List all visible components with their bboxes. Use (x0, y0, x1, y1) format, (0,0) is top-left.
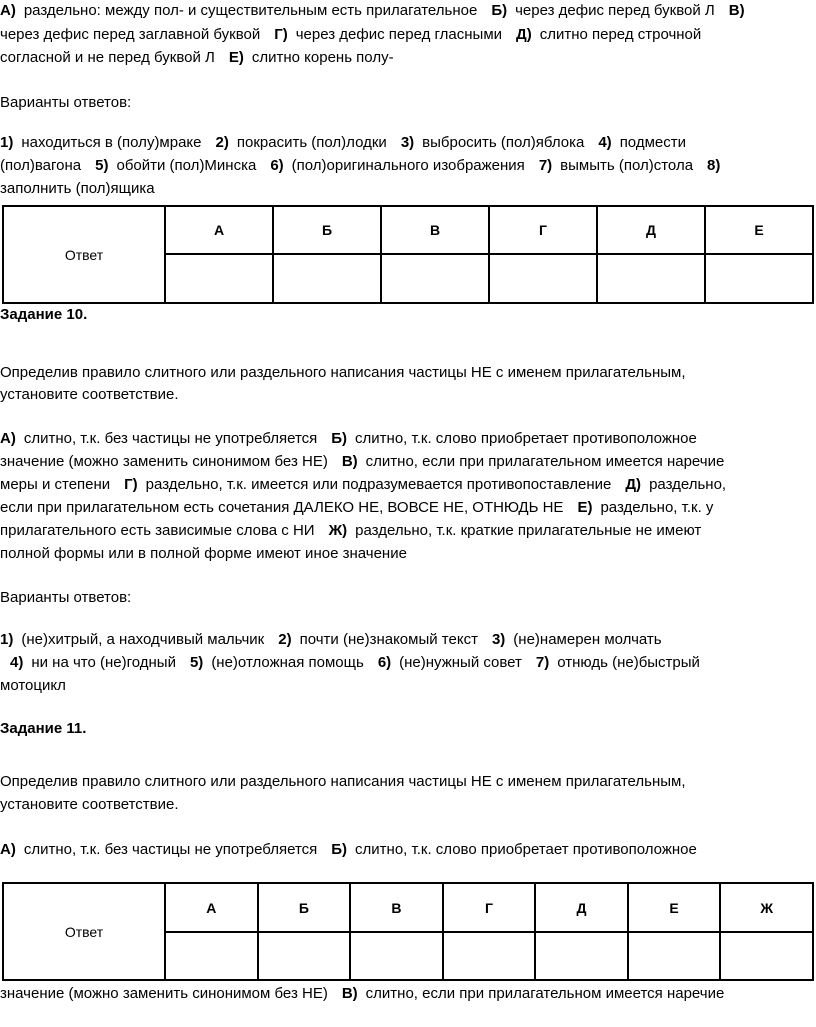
column-header: Д (597, 206, 705, 254)
answer-cell[interactable] (720, 932, 813, 980)
item-text: (не)нужный совет (399, 654, 522, 671)
option-line (10, 652, 700, 674)
item-marker: Д) (625, 476, 642, 493)
item-marker: 6) (270, 157, 284, 174)
variants-label: Варианты ответов: (0, 94, 132, 111)
column-header: Г (443, 883, 536, 932)
item-marker: А) (0, 841, 16, 858)
task-title: Задание 11. (0, 720, 87, 737)
rule-line (0, 520, 701, 542)
item-text: согласной и не перед буквой Л (0, 49, 215, 66)
item-text: выбросить (пол)яблока (422, 134, 585, 151)
column-header: Б (273, 206, 381, 254)
column-header: Б (258, 883, 351, 932)
column-header: Е (628, 883, 721, 932)
rule-line (0, 474, 726, 496)
answer-cell[interactable] (258, 932, 351, 980)
item-text: (пол)вагона (0, 157, 82, 174)
item-marker: 5) (95, 157, 109, 174)
item-text: через дефис перед буквой Л (515, 2, 715, 19)
item-text: полной формы или в полной форме имеют иное значение (0, 545, 407, 562)
rule-line (0, 543, 407, 565)
item-text: ни на что (не)годный (31, 654, 176, 671)
item-marker: 4) (598, 134, 612, 151)
rule-line (0, 983, 724, 1005)
item-text: отнюдь (не)быстрый (557, 654, 700, 671)
item-text: раздельно, т.к. краткие прилагательные не имеют (355, 522, 702, 539)
item-text: значение (можно заменить синонимом без НЕ) (0, 985, 328, 1002)
item-text: (не)отложная помощь (211, 654, 364, 671)
column-header: В (381, 206, 489, 254)
item-marker: 2) (215, 134, 229, 151)
rule-line (0, 428, 697, 450)
item-marker: Д) (516, 26, 532, 43)
answer-table (2, 205, 814, 304)
task-title: Задание 10. (0, 306, 88, 323)
item-marker: Е) (228, 49, 244, 66)
item-marker: Б) (491, 2, 508, 19)
answer-cell[interactable] (381, 254, 489, 303)
option-line (0, 155, 720, 177)
rule-line (0, 47, 394, 69)
item-text: почти (не)знакомый текст (299, 631, 478, 648)
item-marker: Г) (274, 26, 288, 43)
column-header: А (165, 883, 258, 932)
answer-cell[interactable] (273, 254, 381, 303)
option-line (0, 178, 155, 200)
rule-line (0, 497, 713, 519)
item-marker: 7) (535, 654, 550, 671)
item-marker: 3) (400, 134, 415, 151)
item-text: (пол)оригинального изображения (291, 157, 525, 174)
answer-cell[interactable] (705, 254, 813, 303)
item-text: слитно, т.к. без частицы не употребляется (23, 841, 318, 858)
answer-cell[interactable] (350, 932, 443, 980)
column-header: Д (535, 883, 628, 932)
item-text: если при прилагательном есть сочетания ДАЛЕКО НЕ, ВОВСЕ НЕ, ОТНЮДЬ НЕ (0, 499, 564, 516)
answer-label: Ответ (3, 206, 165, 303)
item-marker: 6) (377, 654, 392, 671)
instruction: Определив правило слитного или раздельного написания частицы НЕ с именем прилагательным, (0, 773, 686, 790)
answer-table (2, 882, 814, 981)
item-text: слитно, если при прилагательном имеется наречие (365, 985, 725, 1002)
option-line (0, 132, 686, 154)
item-marker: 1) (0, 134, 14, 151)
answer-cell[interactable] (535, 932, 628, 980)
column-header: В (350, 883, 443, 932)
item-text: слитно, т.к. без частицы не употребляется (23, 430, 318, 447)
item-text: меры и степени (0, 476, 111, 493)
item-text: слитно, если при прилагательном имеется наречие (365, 453, 725, 470)
item-text: прилагательного есть зависимые слова с НИ (0, 522, 315, 539)
item-marker: В) (341, 453, 358, 470)
column-header: Ж (720, 883, 813, 932)
item-marker: Г) (124, 476, 138, 493)
item-marker: Ж) (328, 522, 348, 539)
item-marker: Е) (577, 499, 593, 516)
item-text: раздельно: между пол- и существительным есть прилагательное (23, 2, 478, 19)
item-text: (не)намерен молчать (513, 631, 662, 648)
item-text: слитно перед строчной (539, 26, 702, 43)
item-text: мотоцикл (0, 677, 66, 694)
item-text: слитно, т.к. слово приобретает противоположное (355, 430, 697, 447)
item-text: заполнить (пол)ящика (0, 180, 155, 197)
option-line (0, 675, 66, 697)
rule-line (0, 24, 701, 46)
item-marker: В) (341, 985, 358, 1002)
item-marker: 8) (707, 157, 721, 174)
item-text: слитно корень полу- (251, 49, 394, 66)
item-marker: 1) (0, 631, 14, 648)
item-text: подмести (619, 134, 686, 151)
item-text: (не)хитрый, а находчивый мальчик (21, 631, 265, 648)
answer-cell[interactable] (597, 254, 705, 303)
item-marker: А) (0, 430, 16, 447)
option-line (0, 629, 662, 651)
rule-line (0, 0, 745, 22)
item-marker: 2) (278, 631, 292, 648)
column-header: Г (489, 206, 597, 254)
item-text: раздельно, т.к. у (600, 499, 714, 516)
item-text: значение (можно заменить синонимом без НЕ) (0, 453, 328, 470)
answer-cell[interactable] (165, 254, 273, 303)
instruction: Определив правило слитного или раздельного написания частицы НЕ с именем прилагательным, (0, 364, 686, 381)
answer-cell[interactable] (628, 932, 721, 980)
rule-line (0, 839, 697, 861)
item-text: находиться в (полу)мраке (21, 134, 202, 151)
item-marker: Б) (331, 841, 348, 858)
item-marker: 3) (491, 631, 506, 648)
item-text: раздельно, (649, 476, 727, 493)
answer-cell[interactable] (489, 254, 597, 303)
item-text: обойти (пол)Минска (116, 157, 257, 174)
item-marker: 7) (538, 157, 553, 174)
item-marker: 5) (189, 654, 204, 671)
answer-cell[interactable] (165, 932, 258, 980)
column-header: Е (705, 206, 813, 254)
item-marker: А) (0, 2, 16, 19)
column-header: А (165, 206, 273, 254)
item-text: слитно, т.к. слово приобретает противоположное (355, 841, 697, 858)
item-marker: В) (728, 2, 745, 19)
item-text: раздельно, т.к. имеется или подразумевается противопоставление (145, 476, 612, 493)
item-text: через дефис перед гласными (295, 26, 503, 43)
rule-line (0, 451, 724, 473)
item-text: покрасить (пол)лодки (236, 134, 387, 151)
item-text: вымыть (пол)стола (560, 157, 694, 174)
item-text: через дефис перед заглавной буквой (0, 26, 261, 43)
answer-label: Ответ (3, 883, 165, 980)
answer-cell[interactable] (443, 932, 536, 980)
item-marker: 4) (10, 654, 24, 671)
instruction: установите соответствие. (0, 796, 179, 813)
variants-label: Варианты ответов: (0, 589, 132, 606)
item-marker: Б) (331, 430, 348, 447)
instruction: установите соответствие. (0, 386, 179, 403)
